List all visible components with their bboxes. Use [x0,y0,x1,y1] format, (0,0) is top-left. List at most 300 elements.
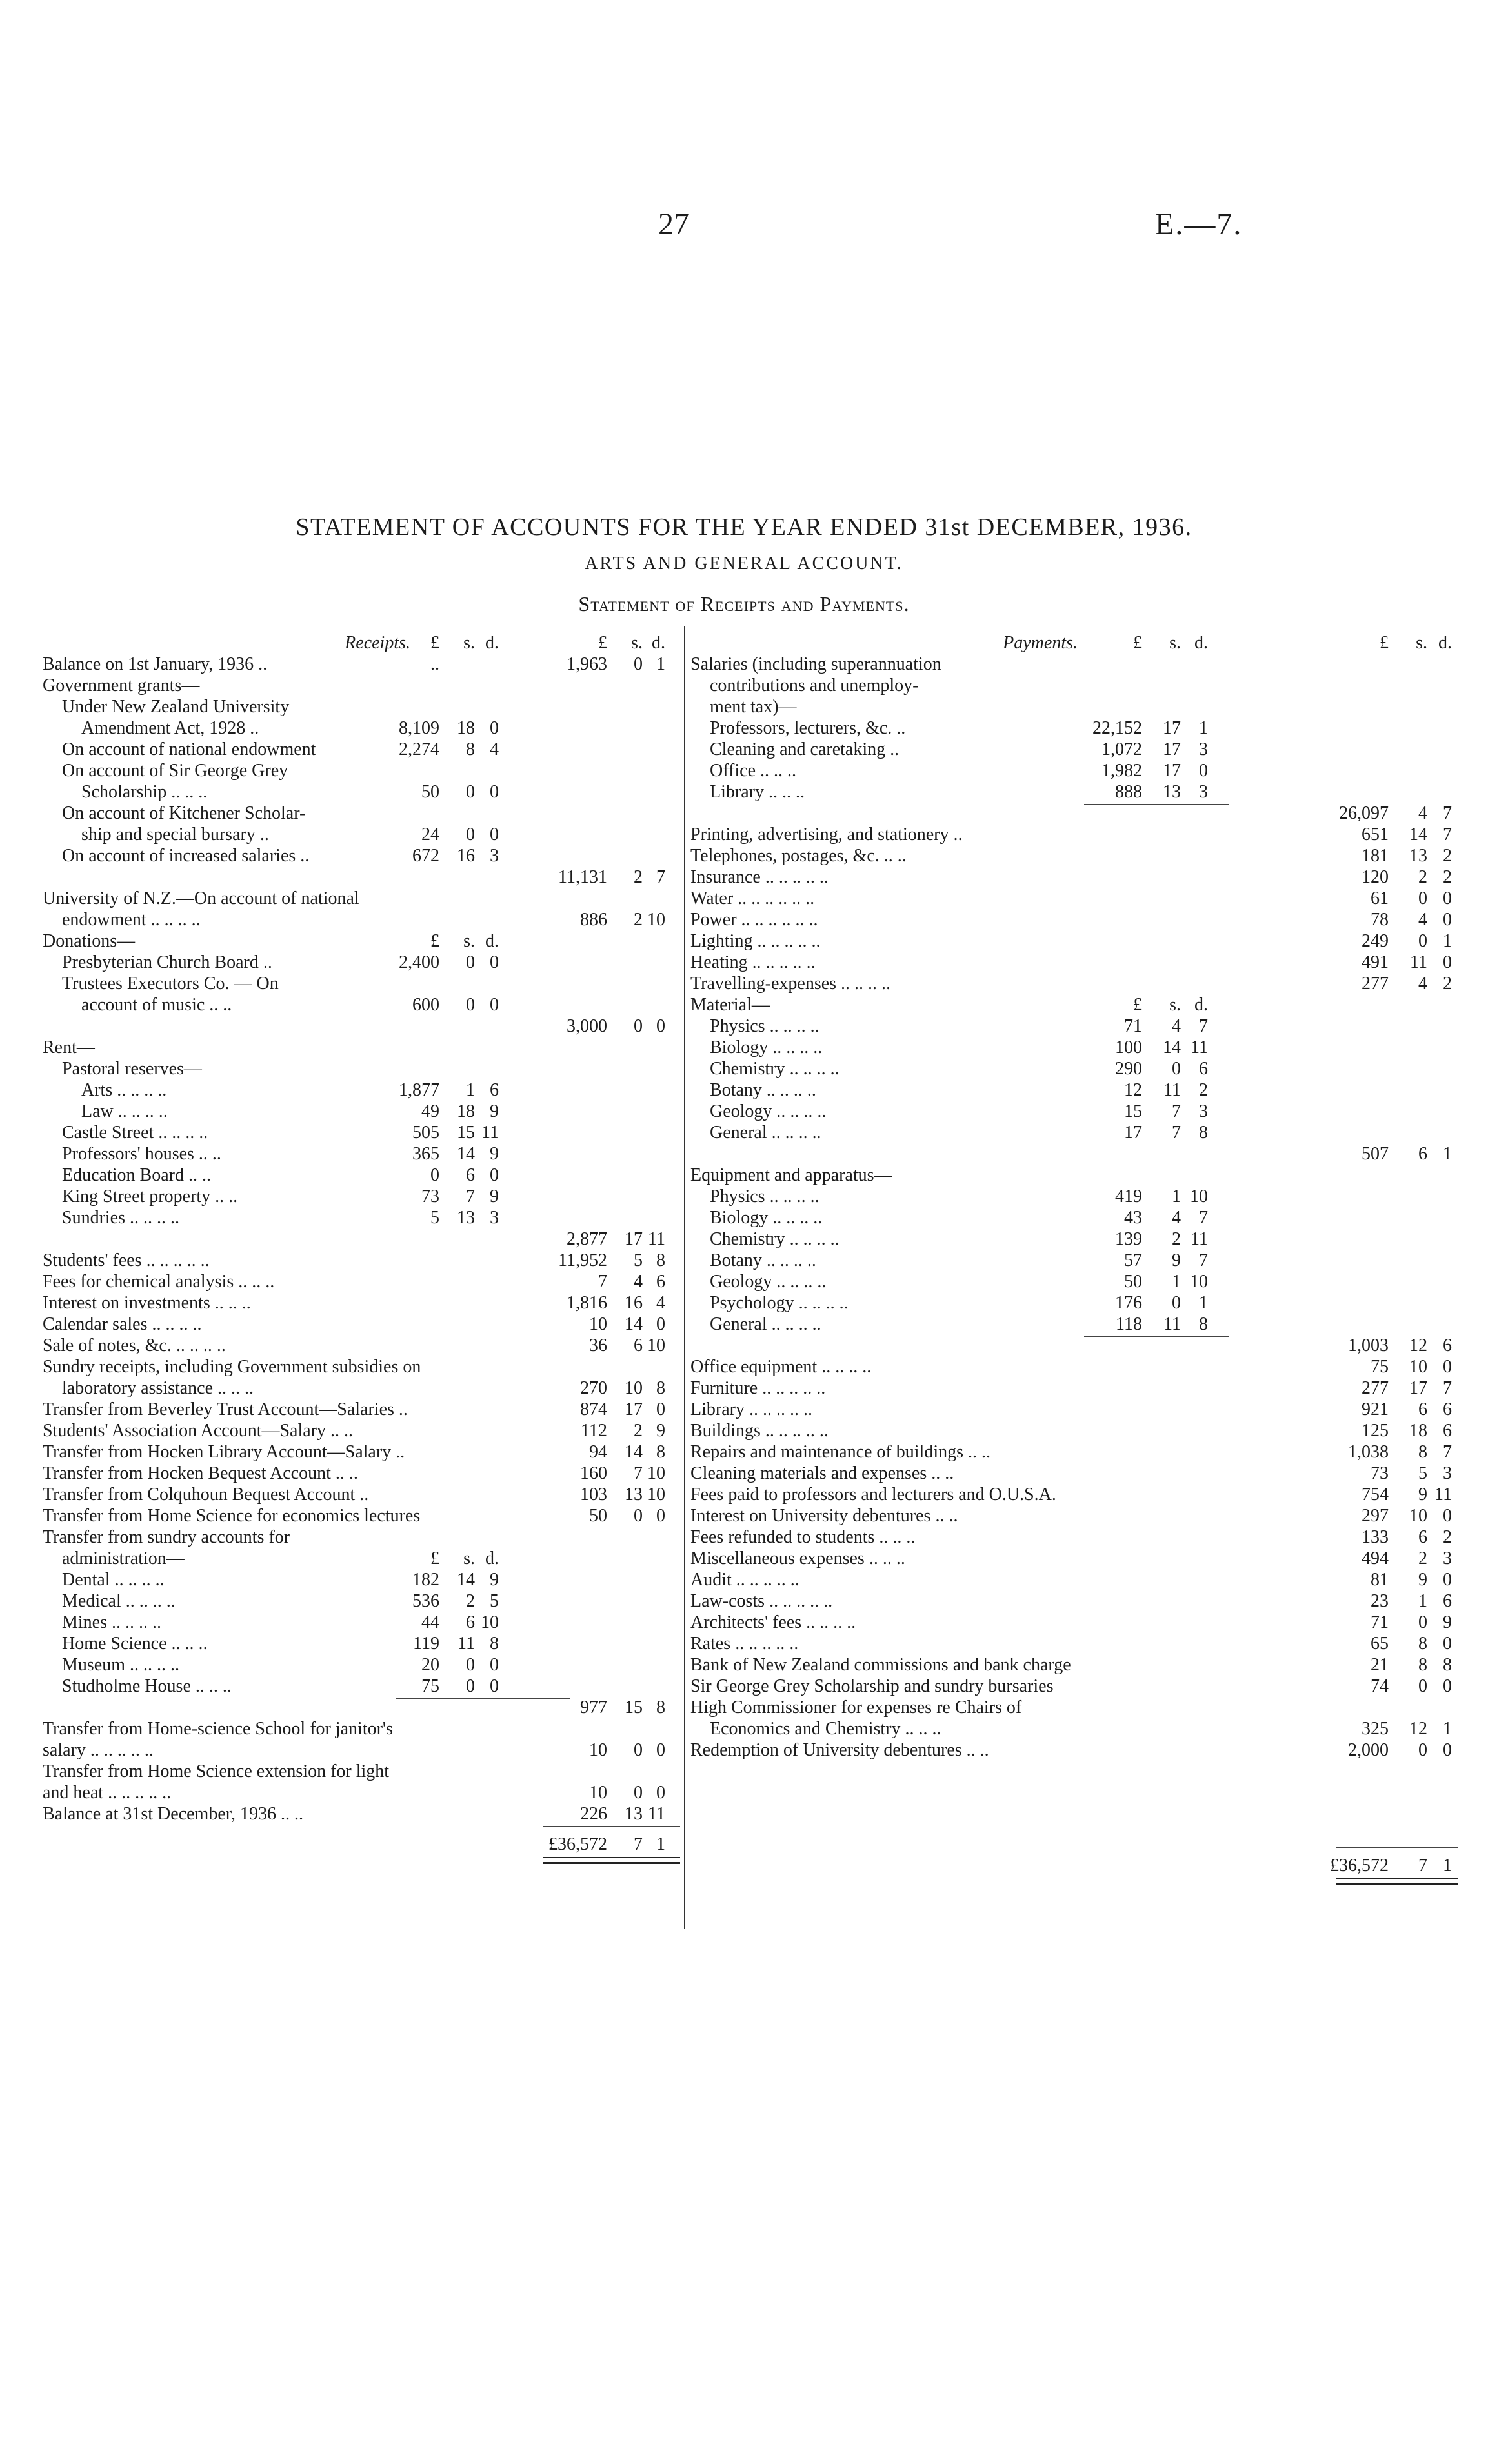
amount: 11 [648,1804,665,1824]
column-unit-header: d. [652,633,665,653]
amount: 491 [1362,952,1389,972]
payments-item-label: Library .. .. .. [710,782,805,802]
subitem-amount: 119 [413,1634,439,1654]
subitem-amount: 0 [466,1655,475,1675]
amount: 6 [1443,1336,1452,1356]
amount: 0 [1443,1357,1452,1377]
amount: 160 [580,1463,607,1483]
subitem-amount: 10 [1190,1272,1208,1292]
column-unit-header: s. [1169,633,1181,653]
payments-row [690,1292,1458,1314]
receipts-item-label: Transfer from Colquhoun Bequest Account .. [43,1485,369,1505]
amount: 10 [647,1463,665,1483]
payments-item-label: Water .. .. .. .. .. .. [690,888,815,908]
payments-row [690,909,1458,930]
receipts-column [43,632,678,1861]
column-unit-header: d. [485,633,499,653]
receipts-item-label: Presbyterian Church Board .. [62,952,272,972]
receipts-item-label: Sundries .. .. .. .. [62,1208,179,1228]
column-unit-header: s. [631,633,643,653]
receipts-item-label: Interest on investments .. .. .. [43,1293,251,1313]
payments-row [690,1143,1458,1165]
payments-row [690,1377,1458,1399]
amount: 1,963 [567,654,607,674]
payments-row [690,1228,1458,1250]
receipts-row [43,1463,678,1484]
subitem-amount: 9 [490,1101,499,1121]
receipts-row [43,739,678,760]
amount: 874 [580,1399,607,1419]
subitem-amount: 15 [457,1123,475,1143]
amount: 277 [1362,1378,1389,1398]
receipts-item-label: Studholme House .. .. .. [62,1676,232,1696]
payments-item-label: Chemistry .. .. .. .. [710,1059,840,1079]
payments-item-label: General .. .. .. .. [710,1314,821,1334]
amount: 1 [1443,931,1452,951]
subitem-amount: 2,274 [399,739,439,759]
amount: 1,003 [1348,1336,1389,1356]
payments-row [690,1761,1458,1782]
receipts-row [43,888,678,909]
payments-row [690,760,1458,781]
amount: 36 [589,1336,607,1356]
receipts-row [43,1527,678,1548]
amount: 6 [634,1336,643,1356]
receipts-item-label: Transfer from sundry accounts for [43,1527,290,1547]
payments-row [690,1165,1458,1186]
payments-row [690,1441,1458,1463]
receipts-item-label: Transfer from Hocken Library Account—Salary .. [43,1442,405,1462]
subitem-amount: 11 [1163,1080,1181,1100]
subitem-amount: 43 [1124,1208,1142,1228]
receipts-item-label: Sundry receipts, including Government subsidies on [43,1357,421,1377]
receipts-row [43,1782,678,1803]
subitem-amount: 1 [1199,718,1208,738]
receipts-item-label: Transfer from Hocken Bequest Account .. .. [43,1463,358,1483]
amount: 2,877 [567,1229,607,1249]
amount: 1 [1443,1719,1452,1739]
payments-item-label: Botany .. .. .. .. [710,1080,816,1100]
subitem-amount: 9 [1172,1250,1181,1270]
amount: 7 [1443,825,1452,845]
receipts-item-label: account of music .. .. [81,995,232,1015]
payments-item-label: Cleaning and caretaking .. [710,739,900,759]
receipts-item-label: Law .. .. .. .. [81,1101,168,1121]
subitem-amount: 2 [1172,1229,1181,1249]
payments-item-label: Sir George Grey Scholarship and sundry bursaries [690,1676,1054,1696]
subitem-amount: 505 [412,1123,439,1143]
payments-item-label: Material— [690,995,770,1015]
payments-item-label: Cleaning materials and expenses .. .. [690,1463,954,1483]
amount: 226 [580,1804,607,1824]
receipts-item-label: Transfer from Home Science extension for light [43,1761,390,1781]
payments-row [690,1122,1458,1143]
amount: 8 [656,1250,665,1270]
payments-row [690,1016,1458,1037]
subitem-amount: 9 [490,1187,499,1207]
payments-row [690,1803,1458,1825]
payments-item-label: Redemption of University debentures .. .. [690,1740,989,1760]
subitem-amount: 1,877 [399,1080,439,1100]
payments-item-label: High Commissioner for expenses re Chairs of [690,1698,1022,1718]
receipts-row [43,654,678,675]
subitem-amount: £ [430,1548,439,1568]
amount: 6 [1418,1399,1427,1419]
amount: 21 [1371,1655,1389,1675]
subitem-amount: 0 [466,1676,475,1696]
amount: 120 [1362,867,1389,887]
receipts-row [43,1803,678,1825]
subitem-amount: 1,982 [1101,761,1142,781]
payments-item-label: Buildings .. .. .. .. .. [690,1421,829,1441]
amount: 0 [1443,952,1452,972]
amount: 8 [1443,1655,1452,1675]
subitem-amount: 6 [1199,1059,1208,1079]
column-unit-header: d. [1438,633,1452,653]
amount: 7 [634,1463,643,1483]
subitem-amount: 0 [466,995,475,1015]
amount: 10 [1409,1357,1427,1377]
amount: 1 [1443,1856,1452,1876]
payments-item-label: Lighting .. .. .. .. .. [690,931,821,951]
amount: 6 [1443,1421,1452,1441]
payments-row [690,1612,1458,1633]
amount: 0 [1443,1740,1452,1760]
receipts-row [43,845,678,866]
receipts-item-label: laboratory assistance .. .. .. [62,1378,254,1398]
receipts-item-label: Trustees Executors Co. — On [62,974,279,994]
receipts-item-label: Dental .. .. .. .. [62,1570,165,1590]
amount: 0 [1418,888,1427,908]
amount: 1 [1418,1591,1427,1611]
amount: 71 [1371,1612,1389,1632]
subitem-amount: 8 [1199,1123,1208,1143]
receipts-item-label: Professors' houses .. .. [62,1144,221,1164]
payments-item-label: Repairs and maintenance of buildings .. .. [690,1442,990,1462]
amount: 125 [1362,1421,1389,1441]
amount: 2 [1418,1548,1427,1568]
receipts-row [43,1165,678,1186]
subitem-amount: 7 [1199,1250,1208,1270]
receipts-row [43,1292,678,1314]
payments-row [690,1739,1458,1761]
amount: 75 [1371,1357,1389,1377]
subitem-amount: 14 [457,1570,475,1590]
amount: 3,000 [567,1016,607,1036]
receipts-item-label: Arts .. .. .. .. [81,1080,167,1100]
payments-item-label: Bank of New Zealand commissions and bank charge [690,1655,1071,1675]
receipts-row [43,1718,678,1739]
column-unit-header: s. [463,633,475,653]
subitem-amount: 3 [490,846,499,866]
amount: 13 [625,1485,643,1505]
payments-item-label: Office .. .. .. [710,761,796,781]
amount: 8 [1418,1634,1427,1654]
payments-item-label: Interest on University debentures .. .. [690,1506,958,1526]
payments-item-label: Heating .. .. .. .. .. [690,952,816,972]
payments-row [690,1356,1458,1377]
amount: 494 [1362,1548,1389,1568]
amount: 9 [1418,1485,1427,1505]
subitem-amount: 13 [1163,782,1181,802]
subitem-amount: 14 [1163,1037,1181,1057]
payments-item-label: Power .. .. .. .. .. .. [690,910,818,930]
payments-item-label: Equipment and apparatus— [690,1165,892,1185]
payments-row [690,1207,1458,1228]
subitem-amount: s. [463,1548,475,1568]
subitem-amount: 3 [1199,1101,1208,1121]
amount: 13 [1409,846,1427,866]
amount: 0 [1418,931,1427,951]
amount: 977 [580,1698,607,1718]
amount: 6 [1418,1527,1427,1547]
page-number: 27 [658,207,689,241]
receipts-row [43,1590,678,1612]
amount: 10 [589,1740,607,1760]
subitem-amount: 15 [1124,1101,1142,1121]
amount: 9 [1418,1570,1427,1590]
receipts-item-label: On account of increased salaries .. [62,846,310,866]
payments-item-label: ment tax)— [710,697,797,717]
payments-row [690,781,1458,803]
payments-row [690,1314,1458,1335]
subitem-amount: 0 [1172,1059,1181,1079]
payments-row [690,952,1458,973]
amount: 12 [1409,1719,1427,1739]
column-divider [684,626,685,1929]
payments-row [690,824,1458,845]
payments-row [690,1676,1458,1697]
subitem-amount: 0 [430,1165,439,1185]
payments-item-label: Printing, advertising, and stationery .. [690,825,963,845]
amount: 7 [1443,1442,1452,1462]
amount: 11,131 [558,867,607,887]
subitem-amount: 17 [1124,1123,1142,1143]
receipts-row [43,1186,678,1207]
amount: £36,572 [548,1834,607,1854]
amount: 6 [1443,1591,1452,1611]
receipts-row [43,1377,678,1399]
subitem-amount: 14 [457,1144,475,1164]
subitem-amount: s. [1169,995,1181,1015]
payments-row [690,1697,1458,1718]
subitem-amount: 1 [1172,1272,1181,1292]
receipts-row [43,1058,678,1079]
subitem-amount: 73 [421,1187,439,1207]
amount: 15 [625,1698,643,1718]
receipts-row [43,824,678,845]
amount: 7 [1443,803,1452,823]
receipts-item-label: Sale of notes, &c. .. .. .. .. [43,1336,226,1356]
payments-item-label: Biology .. .. .. .. [710,1208,823,1228]
subitem-amount: 17 [1163,718,1181,738]
subitem-amount: 0 [1199,761,1208,781]
amount: 0 [656,1314,665,1334]
receipts-item-label: On account of national endowment [62,739,316,759]
amount: 112 [581,1421,607,1441]
amount: 9 [656,1421,665,1441]
payments-row [690,1505,1458,1527]
receipts-row [43,1335,678,1356]
payments-row [690,1590,1458,1612]
receipts-item-label: Transfer from Home Science for economics lectures [43,1506,421,1526]
subitem-amount: 11 [1163,1314,1181,1334]
subitem-amount: 50 [1124,1272,1142,1292]
receipts-row [43,1037,678,1058]
receipts-row [43,930,678,952]
receipts-row [43,803,678,824]
receipts-item-label: Balance on 1st January, 1936 .. [43,654,268,674]
receipts-row [43,632,678,654]
amount: 7 [656,867,665,887]
payments-row [690,1186,1458,1207]
amount: 4 [1418,910,1427,930]
subitem-amount: 10 [1190,1187,1208,1207]
amount: 0 [1443,1570,1452,1590]
payments-item-label: Chemistry .. .. .. .. [710,1229,840,1249]
payments-row [690,1569,1458,1590]
amount: 277 [1362,974,1389,994]
receipts-item-label: On account of Sir George Grey [62,761,288,781]
subitem-amount: 49 [421,1101,439,1121]
receipts-row [43,760,678,781]
subitem-amount: 11 [1191,1229,1208,1249]
subitem-amount: 2,400 [399,952,439,972]
payments-item-label: Physics .. .. .. .. [710,1016,819,1036]
payments-row [690,994,1458,1016]
amount: 270 [580,1378,607,1398]
payments-row [690,845,1458,866]
payments-row [690,1527,1458,1548]
subitem-amount: .. [430,654,439,674]
amount: 6 [1443,1399,1452,1419]
amount: 10 [589,1314,607,1334]
payments-item-label: Furniture .. .. .. .. .. [690,1378,826,1398]
receipts-row [43,1761,678,1782]
receipts-item-label: administration— [62,1548,185,1568]
subitem-amount: 10 [481,1612,499,1632]
amount: 0 [1443,910,1452,930]
subitem-amount: 0 [490,718,499,738]
receipts-row [43,1143,678,1165]
receipts-item-label: Museum .. .. .. .. [62,1655,179,1675]
subitem-amount: 16 [457,846,475,866]
amount: £36,572 [1330,1856,1389,1876]
amount: 8 [656,1378,665,1398]
payments-item-label: Audit .. .. .. .. .. [690,1570,799,1590]
payments-item-label: Telephones, postages, &c. .. .. [690,846,907,866]
total-top-rule [543,1826,680,1827]
receipts-item-label: Transfer from Home-science School for janitor's [43,1719,393,1739]
receipts-row [43,1697,678,1718]
subtotal-rule [1084,804,1229,805]
amount: 73 [1371,1463,1389,1483]
payments-item-label: Miscellaneous expenses .. .. .. [690,1548,905,1568]
subitem-amount: 6 [490,1080,499,1100]
amount: 11 [1434,1485,1452,1505]
amount: 11 [1410,952,1427,972]
payments-row [690,888,1458,909]
payments-item-label: Fees paid to professors and lecturers and O.U.S.A. [690,1485,1056,1505]
subitem-amount: 118 [1116,1314,1142,1334]
subitem-amount: 4 [490,739,499,759]
receipts-row [43,909,678,930]
subitem-amount: 2 [466,1591,475,1611]
amount: 249 [1362,931,1389,951]
payments-row [690,1825,1458,1846]
payments-row [690,1037,1458,1058]
subitem-amount: 18 [457,718,475,738]
payments-row [690,1718,1458,1739]
amount: 325 [1362,1719,1389,1739]
amount: 754 [1362,1485,1389,1505]
amount: 2 [1443,867,1452,887]
payments-item-label: Library .. .. .. .. .. [690,1399,812,1419]
subitem-amount: 176 [1115,1293,1142,1313]
payments-item-label: Law-costs .. .. .. .. .. [690,1591,833,1611]
receipts-item-label: Scholarship .. .. .. [81,782,208,802]
receipts-item-label: University of N.Z.—On account of national [43,888,359,908]
amount: 2,000 [1348,1740,1389,1760]
amount: 17 [625,1399,643,1419]
subitem-amount: 536 [412,1591,439,1611]
receipts-item-label: salary .. .. .. .. .. [43,1740,154,1760]
subitem-amount: 4 [1172,1016,1181,1036]
subitem-amount: 3 [490,1208,499,1228]
receipts-row [43,1016,678,1037]
payments-row [690,1846,1458,1882]
amount: 2 [1443,846,1452,866]
subitem-amount: £ [430,931,439,951]
subitem-amount: 12 [1124,1080,1142,1100]
subitem-amount: 9 [490,1570,499,1590]
amount: 8 [1418,1442,1427,1462]
payments-item-label: Psychology .. .. .. .. [710,1293,849,1313]
subitem-amount: 139 [1115,1229,1142,1249]
amount: 1,038 [1348,1442,1389,1462]
subitem-amount: 11 [1191,1037,1208,1057]
payments-row [690,1250,1458,1271]
payments-row [690,1463,1458,1484]
receipts-row [43,1654,678,1676]
amount: 11 [648,1229,665,1249]
payments-item-label: General .. .. .. .. [710,1123,821,1143]
column-unit-header: £ [598,633,607,653]
receipts-row [43,1441,678,1463]
amount: 94 [589,1442,607,1462]
amount: 0 [634,1740,643,1760]
amount: 17 [1409,1378,1427,1398]
page-reference: E.—7. [1155,207,1243,241]
amount: 4 [1418,974,1427,994]
payments-row [690,1654,1458,1676]
subitem-amount: 57 [1124,1250,1142,1270]
receipts-item-label: Home Science .. .. .. [62,1634,208,1654]
subitem-amount: d. [485,931,499,951]
subitem-amount: 419 [1115,1187,1142,1207]
amount: 61 [1371,888,1389,908]
subitem-amount: 600 [412,995,439,1015]
subitem-amount: d. [485,1548,499,1568]
total-top-rule [1336,1847,1458,1848]
receipts-row [43,1633,678,1654]
subitem-amount: 365 [412,1144,439,1164]
receipts-row [43,1420,678,1441]
statement-subtitle: Statement of Receipts and Payments. [578,592,910,616]
amount: 133 [1362,1527,1389,1547]
payments-row [690,1271,1458,1292]
subitem-amount: 6 [466,1165,475,1185]
